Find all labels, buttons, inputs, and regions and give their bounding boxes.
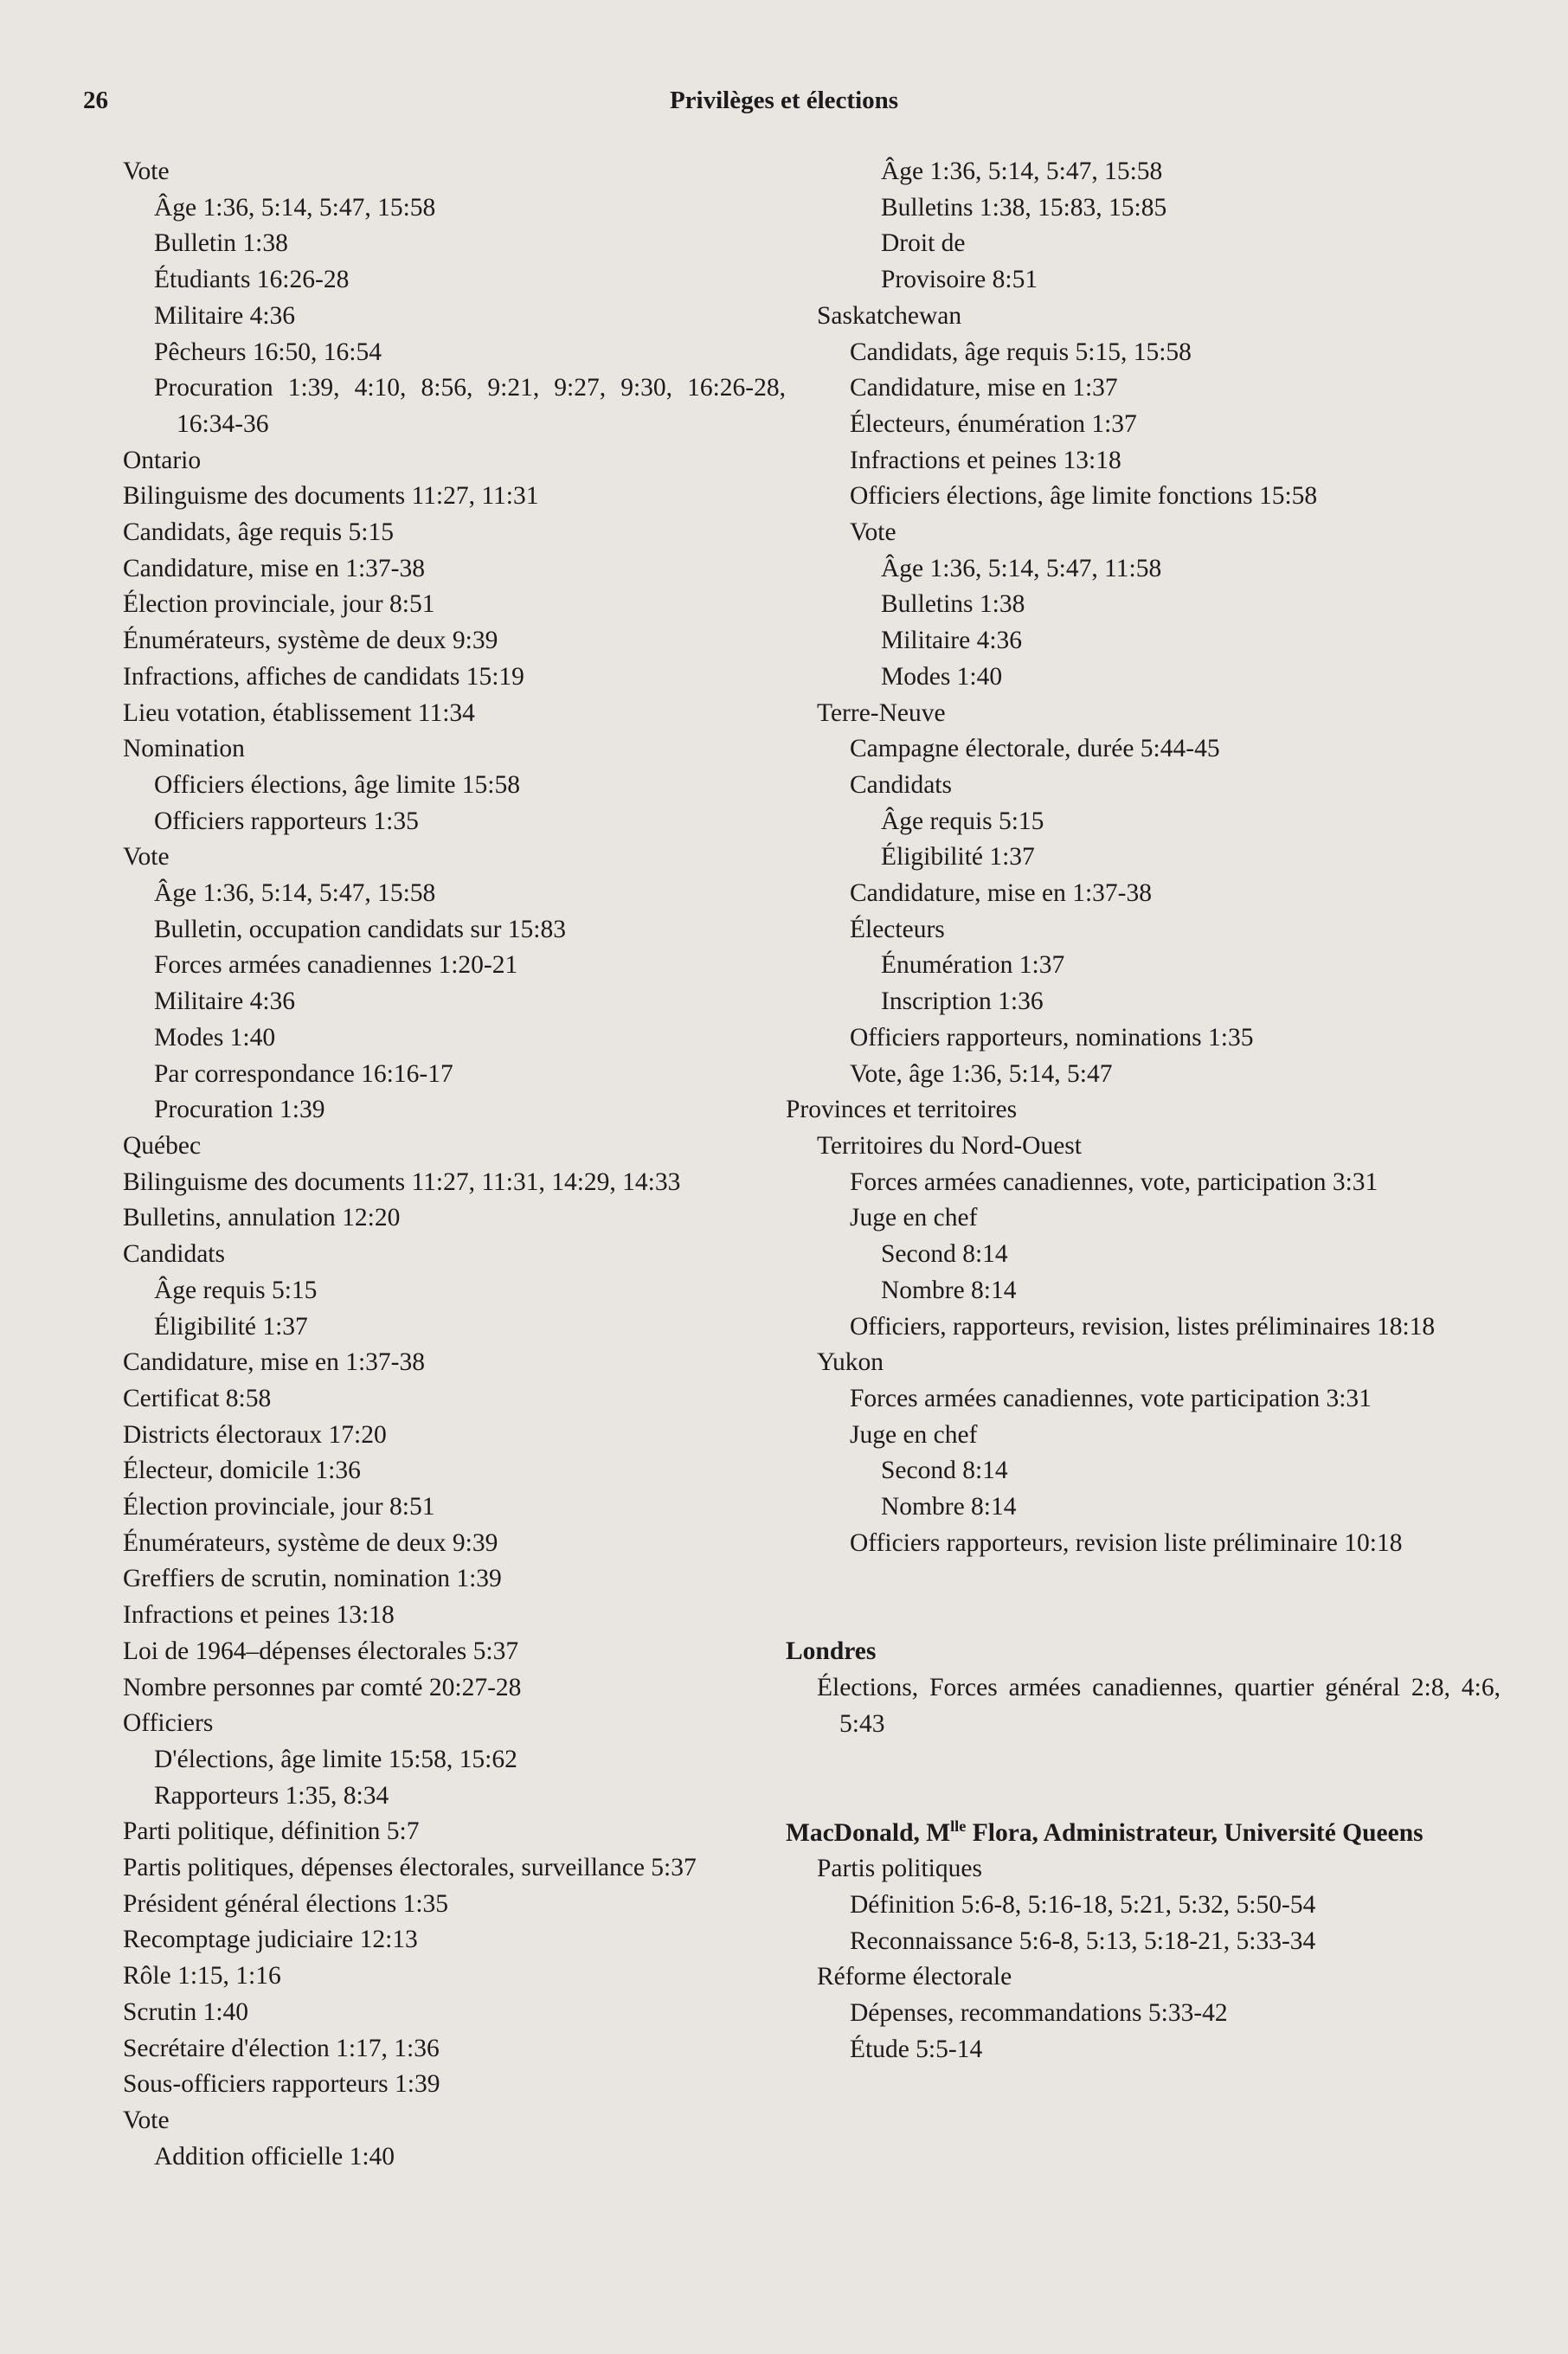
index-entry: Par correspondance 16:16-17: [154, 1059, 453, 1088]
index-entry: Militaire 4:36: [881, 627, 1023, 655]
index-entry: Éligibilité 1:37: [154, 1312, 308, 1341]
index-entry: Définition 5:6-8, 5:16-18, 5:21, 5:32, 5:50-54: [850, 1890, 1316, 1919]
index-entry: Étudiants 16:26-28: [154, 266, 350, 294]
index-column-right: [786, 154, 1501, 2068]
index-entry: Nomination: [123, 735, 245, 763]
index-entry: Forces armées canadiennes, vote participation 3:31: [850, 1384, 1372, 1412]
index-entry: Forces armées canadiennes, vote, participation 3:31: [850, 1167, 1378, 1196]
index-entry: Candidats, âge requis 5:15, 15:58: [850, 338, 1192, 366]
index-entry: Électeur, domicile 1:36: [123, 1457, 361, 1485]
index-entry: Candidature, mise en 1:37-38: [123, 554, 426, 582]
index-entry: Reconnaissance 5:6-8, 5:13, 5:18-21, 5:33-34: [850, 1926, 1316, 1955]
index-entry: Élections, Forces armées canadiennes, quartier général 2:8, 4:6, 5:43: [817, 1674, 1501, 1738]
index-entry: Saskatchewan: [817, 301, 962, 330]
running-head: Privilèges et élections: [669, 87, 899, 114]
index-column-left: [123, 154, 786, 2175]
index-entry: Provinces et territoires: [786, 1096, 1018, 1124]
index-entry: Nombre 8:14: [881, 1276, 1017, 1304]
index-entry: Candidats: [123, 1240, 225, 1269]
index-entry: Élection provinciale, jour 8:51: [123, 590, 435, 619]
index-entry: Inscription 1:36: [881, 987, 1044, 1016]
index-entry: Yukon: [817, 1348, 884, 1377]
index-entry: Bulletins, annulation 12:20: [123, 1204, 401, 1232]
index-entry: Vote: [123, 843, 170, 871]
index-entry: Président général élections 1:35: [123, 1889, 449, 1918]
index-entry: Provisoire 8:51: [881, 266, 1038, 294]
index-entry: Forces armées canadiennes 1:20-21: [154, 951, 518, 980]
index-entry: Bulletins 1:38: [881, 590, 1025, 619]
index-entry: Territoires du Nord-Ouest: [817, 1131, 1082, 1160]
index-entry: Âge 1:36, 5:14, 5:47, 11:58: [881, 554, 1162, 582]
index-entry: Juge en chef: [850, 1204, 978, 1232]
index-entry: Bilinguisme des documents 11:27, 11:31, 14:29, 14:33: [123, 1167, 681, 1196]
index-entry: Électeurs: [850, 915, 945, 943]
index-entry: Partis politiques, dépenses électorales, surveillance 5:37: [123, 1854, 697, 1882]
index-entry: Bilinguisme des documents 11:27, 11:31: [123, 482, 539, 511]
index-entry: Éligibilité 1:37: [881, 843, 1035, 871]
index-entry: Second 8:14: [881, 1240, 1008, 1269]
index-entry: Rôle 1:15, 1:16: [123, 1962, 281, 1991]
page-number: 26: [83, 87, 108, 114]
index-entry: Nombre personnes par comté 20:27-28: [123, 1673, 522, 1701]
index-entry: Québec: [123, 1131, 202, 1160]
index-entry: Énumérateurs, système de deux 9:39: [123, 627, 498, 655]
index-entry: Modes 1:40: [881, 662, 1003, 691]
index-entry: Ontario: [123, 446, 202, 474]
index-entry: Dépenses, recommandations 5:33-42: [850, 1999, 1228, 2028]
index-entry: Droit de: [881, 229, 966, 258]
index-entry: Lieu votation, établissement 11:34: [123, 698, 475, 727]
index-entry: Énumérateurs, système de deux 9:39: [123, 1528, 498, 1557]
index-entry: Officiers rapporteurs, nominations 1:35: [850, 1023, 1254, 1052]
section-gap: [808, 1743, 1501, 1816]
index-entry: Campagne électorale, durée 5:44-45: [850, 735, 1220, 763]
section-gap: [808, 1561, 1501, 1634]
index-entry: Vote, âge 1:36, 5:14, 5:47: [850, 1059, 1113, 1088]
index-entry: Élection provinciale, jour 8:51: [123, 1493, 435, 1521]
index-entry: Officiers rapporteurs 1:35: [154, 807, 419, 835]
index-entry: Militaire 4:36: [154, 301, 296, 330]
index-entry: Addition officielle 1:40: [154, 2142, 395, 2171]
index-entry: Secrétaire d'élection 1:17, 1:36: [123, 2034, 440, 2062]
index-entry: Certificat 8:58: [123, 1384, 272, 1412]
index-entry: Vote: [850, 518, 896, 547]
index-entry: Infractions et peines 13:18: [123, 1601, 395, 1630]
index-entry: Bulletin 1:38: [154, 229, 288, 258]
index-entry: Âge 1:36, 5:14, 5:47, 15:58: [881, 158, 1163, 185]
index-entry: Âge 1:36, 5:14, 5:47, 15:58: [154, 879, 436, 908]
index-heading: MacDonald, $M^{lle}$ Flora, Administrateur, Université Queens: [786, 1817, 1423, 1847]
index-entry: Officiers élections, âge limite 15:58: [154, 770, 520, 799]
index-entry: Électeurs, énumération 1:37: [850, 409, 1137, 438]
index-entry: Militaire 4:36: [154, 987, 296, 1016]
index-entry: Scrutin 1:40: [123, 1997, 249, 2026]
index-entry: Terre-Neuve: [817, 698, 946, 727]
index-entry: D'élections, âge limite 15:58, 15:62: [154, 1745, 517, 1773]
index-entry: Bulletin, occupation candidats sur 15:83: [154, 915, 567, 943]
index-entry: Sous-officiers rapporteurs 1:39: [123, 2070, 440, 2099]
index-entry: Pêcheurs 16:50, 16:54: [154, 338, 382, 366]
index-entry: Infractions, affiches de candidats 15:19: [123, 662, 524, 691]
index-entry: Second 8:14: [881, 1457, 1008, 1485]
index-entry: Partis politiques: [817, 1855, 982, 1883]
index-entry: Bulletins 1:38, 15:83, 15:85: [881, 193, 1167, 222]
index-entry: Officiers: [123, 1709, 214, 1738]
index-entry: Districts électoraux 17:20: [123, 1420, 387, 1449]
index-entry: Rapporteurs 1:35, 8:34: [154, 1781, 389, 1810]
index-entry: Réforme électorale: [817, 1963, 1012, 1991]
index-entry: Vote: [123, 158, 170, 185]
index-entry: Âge requis 5:15: [154, 1276, 318, 1304]
index-entry: Vote: [123, 2106, 170, 2134]
index-entry: Étude 5:5-14: [850, 2035, 983, 2063]
index-heading: Londres: [786, 1637, 877, 1666]
index-entry: Officiers élections, âge limite fonctions 15:58: [850, 482, 1318, 511]
index-entry: Âge requis 5:15: [881, 807, 1044, 835]
index-entry: Officiers, rapporteurs, revision, listes préliminaires 18:18: [850, 1312, 1436, 1341]
index-entry: Nombre 8:14: [881, 1493, 1017, 1521]
index-entry: Recomptage judiciaire 12:13: [123, 1926, 418, 1954]
index-entry: Candidature, mise en 1:37-38: [123, 1348, 426, 1377]
index-entry: Modes 1:40: [154, 1023, 276, 1052]
index-entry: Âge 1:36, 5:14, 5:47, 15:58: [154, 193, 436, 222]
index-entry: Loi de 1964–dépenses électorales 5:37: [123, 1637, 519, 1665]
index-entry: Candidature, mise en 1:37: [850, 374, 1118, 402]
index-entry: Procuration 1:39: [154, 1096, 325, 1124]
index-entry: Candidature, mise en 1:37-38: [850, 879, 1153, 908]
index-entry: Parti politique, définition 5:7: [123, 1817, 420, 1846]
index-entry: Candidats, âge requis 5:15: [123, 518, 394, 547]
index-entry: Officiers rapporteurs, revision liste préliminaire 10:18: [850, 1528, 1403, 1557]
index-entry: Candidats: [850, 770, 952, 799]
index-entry: Procuration 1:39, 4:10, 8:56, 9:21, 9:27, 9:30, 16:26-28, 16:34-36: [154, 374, 786, 438]
index-entry: Greffiers de scrutin, nomination 1:39: [123, 1565, 502, 1593]
index-entry: Juge en chef: [850, 1420, 978, 1449]
index-entry: Infractions et peines 13:18: [850, 446, 1121, 474]
index-entry: Énumération 1:37: [881, 951, 1065, 980]
